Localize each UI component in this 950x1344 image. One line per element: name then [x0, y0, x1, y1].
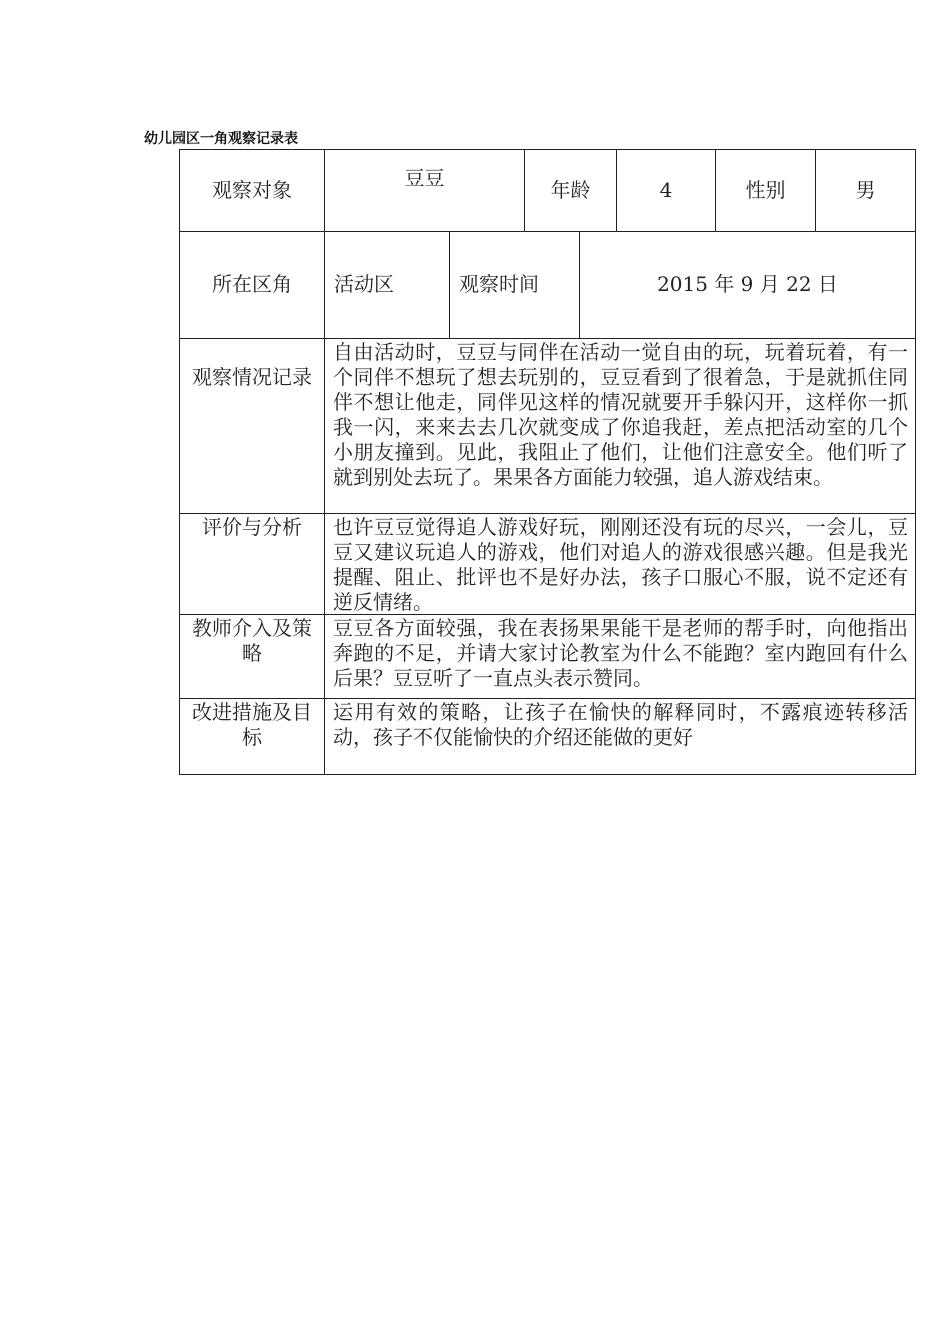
time-value: 2015 年 9 月 22 日 — [657, 272, 838, 296]
subject-label: 观察对象 — [212, 178, 292, 202]
age-label: 年龄 — [550, 178, 591, 202]
section-text-evaluation: 也许豆豆觉得追人游戏好玩，刚刚还没有玩的尽兴，一会儿，豆豆又建议玩追人的游戏，他们对追人的游戏很感兴趣。但是我光提醒、阻止、批评也不是好办法，孩子口服心不服，说不定还有逆反情绪。 — [333, 515, 908, 614]
section-label-intervention: 教师介入及策略 — [192, 616, 312, 665]
area-label: 所在区角 — [212, 272, 292, 296]
section-label-evaluation: 评价与分析 — [202, 515, 302, 539]
section-label-observation: 观察情况记录 — [192, 365, 312, 389]
section-text-improvement: 运用有效的策略，让孩子在愉快的解释同时，不露痕迹转移活动，孩子不仅能愉快的介绍还能做的更好 — [333, 700, 908, 749]
section-text-intervention: 豆豆各方面较强，我在表扬果果能干是老师的帮手时，向他指出奔跑的不足，并请大家讨论教室为什么不能跑？室内跑回有什么后果？豆豆听了一直点头表示赞同。 — [333, 616, 908, 690]
subject-value: 豆豆 — [404, 166, 445, 190]
section-text-observation: 自由活动时，豆豆与同伴在活动一觉自由的玩，玩着玩着，有一个同伴不想玩了想去玩别的，豆豆看到了很着急，于是就抓住同伴不想让他走，同伴见这样的情况就要开手躲闪开，这样你一抓我一闪，来来去去几次就变成了你追我赶，差点把活动室的几个小朋友撞到。见此，我阻止了他们，让他们注意安全。他们听了就到别处去玩了。果果各方面能力较强，追人游戏结束。 — [333, 340, 908, 489]
gender-label: 性别 — [745, 178, 786, 202]
document-title: 幼儿园区一角观察记录表 — [144, 131, 298, 147]
section-label-improvement: 改进措施及目标 — [192, 700, 312, 749]
age-value: 4 — [659, 178, 673, 202]
time-label: 观察时间 — [459, 272, 539, 296]
area-value: 活动区 — [334, 272, 394, 296]
gender-value: 男 — [855, 178, 876, 202]
